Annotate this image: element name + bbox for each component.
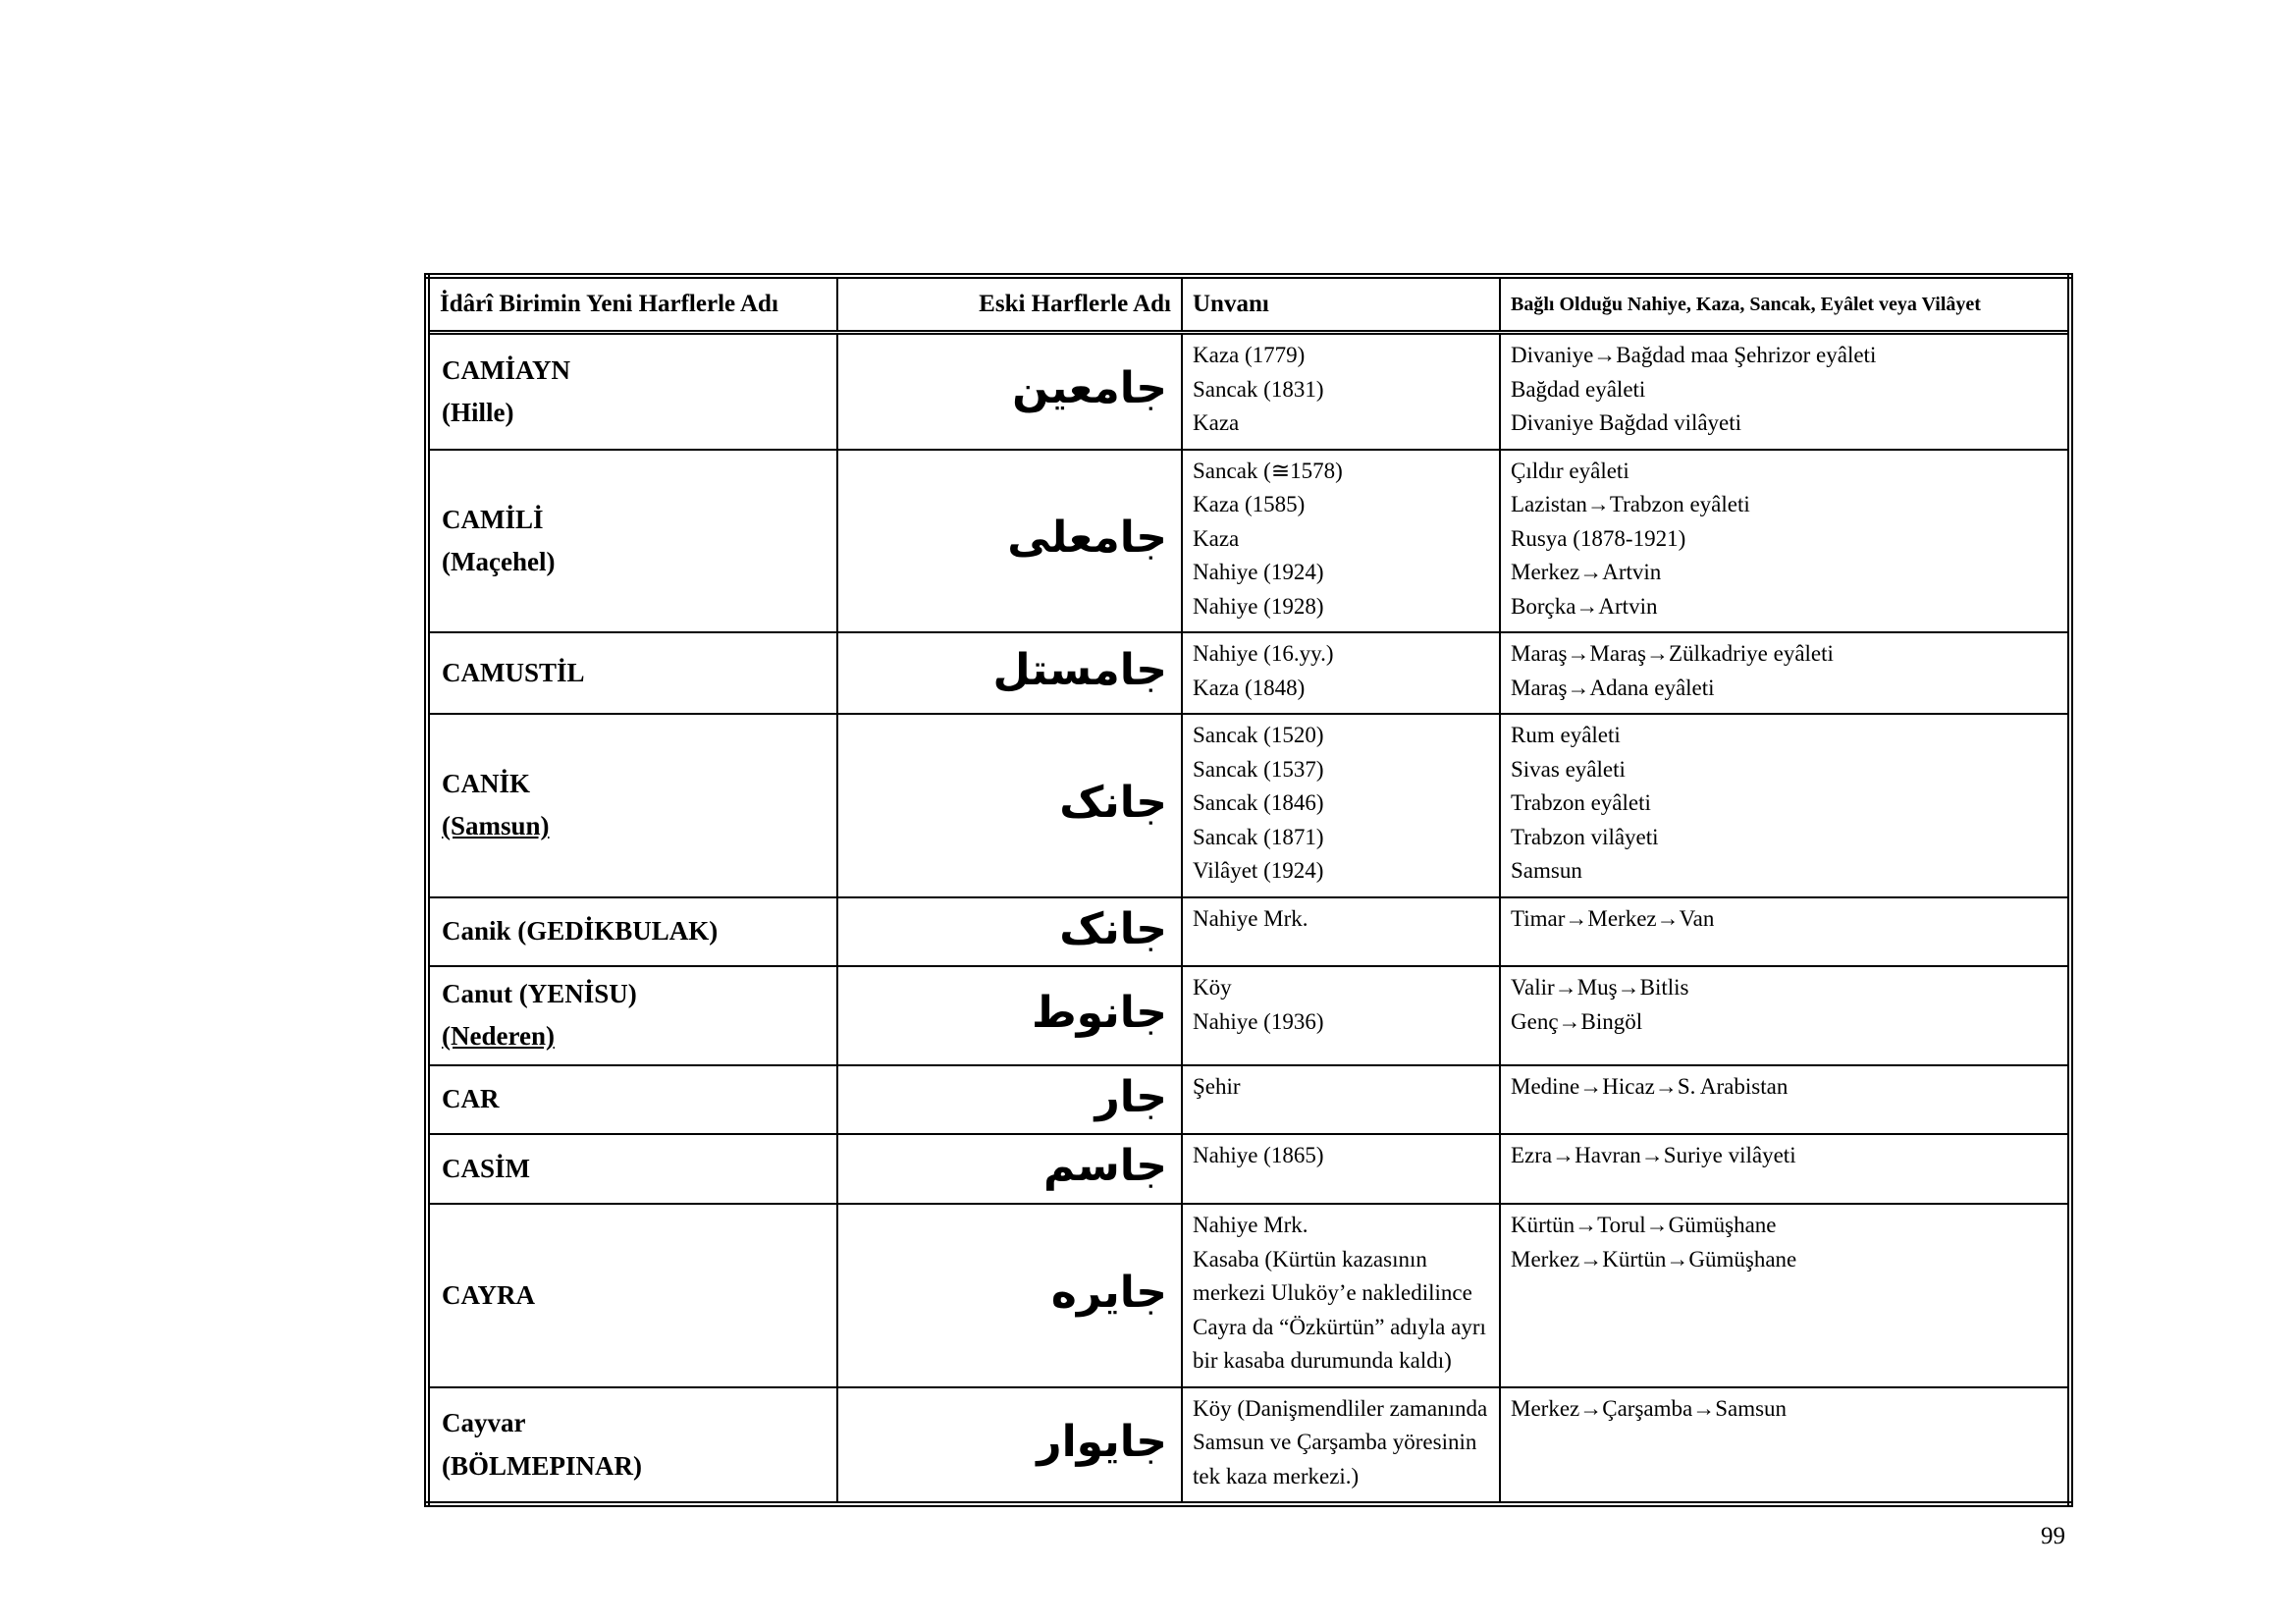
new-letters-name-cell: [427, 966, 837, 1064]
title-line: Kaza (1848): [1193, 675, 1306, 700]
old-letters-name-cell: جانک: [837, 714, 1182, 897]
old-letters-name-cell: جار: [837, 1065, 1182, 1135]
affiliation-cell: [1500, 897, 2070, 967]
table-row: [427, 897, 2070, 967]
affiliation-line: Çıldır eyâleti: [1511, 458, 1629, 483]
new-letters-name-cell: [427, 333, 837, 450]
name-line: CANİK: [442, 769, 531, 799]
old-letters-name-cell: جامستل: [837, 632, 1182, 714]
title-line: Nahiye (16.yy.): [1193, 641, 1334, 666]
affiliation-cell: [1500, 966, 2070, 1064]
affiliation-line: Divaniye→Bağdad maa Şehrizor eyâleti: [1511, 343, 1877, 367]
title-cell: [1182, 966, 1500, 1064]
title-line: Şehir: [1193, 1073, 1241, 1099]
affiliation-line: Genç→Bingöl: [1511, 1008, 1643, 1034]
affiliation-line: Divaniye Bağdad vilâyeti: [1511, 410, 1742, 435]
affiliation-line: Medine→Hicaz→S. Arabistan: [1511, 1073, 1789, 1099]
title-line: Köy: [1193, 975, 1232, 1001]
affiliation-cell: [1500, 714, 2070, 897]
name-line: Canut (YENİSU): [442, 979, 637, 1009]
name-line: (BÖLMEPINAR): [442, 1450, 642, 1481]
title-line: Nahiye (1936): [1193, 1008, 1324, 1034]
affiliation-cell: [1500, 1134, 2070, 1204]
title-line: Sancak (1871): [1193, 824, 1324, 849]
table-row: [427, 1065, 2070, 1135]
title-cell: [1182, 897, 1500, 967]
title-cell: [1182, 333, 1500, 450]
table-row: [427, 1387, 2070, 1505]
title-line: Nahiye Mrk.: [1193, 905, 1308, 931]
col-header-new-letters-name: İdârî Birimin Yeni Harflerle Adı: [427, 276, 837, 333]
name-line: CAR: [442, 1084, 500, 1114]
title-line: Köy (Danişmendliler zamanında Samsun ve Çarşamba yöresinin tek kaza merkezi.): [1193, 1395, 1488, 1489]
old-letters-name-cell: جامعين: [837, 333, 1182, 450]
title-line: Nahiye (1865): [1193, 1143, 1324, 1168]
new-letters-name-cell: [427, 897, 837, 967]
table-header: [427, 276, 2070, 333]
title-line: Sancak (1537): [1193, 756, 1324, 782]
old-letters-name-cell: جامعلى: [837, 450, 1182, 633]
affiliation-line: Merkez→Kürtün→Gümüşhane: [1511, 1246, 1797, 1272]
title-cell: [1182, 1387, 1500, 1505]
col-header-affiliation: Bağlı Olduğu Nahiye, Kaza, Sancak, Eyâlet veya Vilâyet: [1500, 276, 2070, 333]
new-letters-name-cell: [427, 632, 837, 714]
title-cell: [1182, 714, 1500, 897]
name-line: Cayvar: [442, 1408, 526, 1438]
affiliation-line: Merkez→Çarşamba→Samsun: [1511, 1395, 1788, 1421]
name-line: CAYRA: [442, 1279, 536, 1310]
affiliation-cell: [1500, 1204, 2070, 1387]
name-line: (Nederen): [442, 1021, 555, 1052]
affiliation-line: Borçka→Artvin: [1511, 593, 1658, 619]
table-row: [427, 966, 2070, 1064]
admin-units-table: [424, 273, 2073, 1507]
affiliation-line: Rum eyâleti: [1511, 723, 1621, 747]
title-line: Kaza: [1193, 525, 1240, 551]
old-letters-name-cell: جايره: [837, 1204, 1182, 1387]
title-line: Sancak (≅1578): [1193, 458, 1343, 483]
title-line: Kasaba (Kürtün kazasının merkezi Uluköy’e nakledilince Cayra da “Özkürtün” adıyla ayrı bir kasaba durumunda kaldı): [1193, 1246, 1486, 1374]
affiliation-line: Kürtün→Torul→Gümüşhane: [1511, 1213, 1777, 1238]
page-number: 99: [2041, 1523, 2065, 1550]
table-body: [427, 333, 2070, 1505]
title-line: Nahiye (1928): [1193, 593, 1324, 619]
col-header-title: Unvanı: [1182, 276, 1500, 333]
name-line: CAMUSTİL: [442, 657, 585, 687]
affiliation-line: Merkez→Artvin: [1511, 560, 1662, 584]
name-line: (Maçehel): [442, 546, 556, 576]
name-line: CAMİLİ: [442, 504, 544, 534]
old-letters-name-cell: جاسم: [837, 1134, 1182, 1204]
title-line: Nahiye Mrk.: [1193, 1213, 1308, 1238]
affiliation-cell: [1500, 1387, 2070, 1505]
affiliation-cell: [1500, 1065, 2070, 1135]
new-letters-name-cell: [427, 1387, 837, 1505]
affiliation-line: Ezra→Havran→Suriye vilâyeti: [1511, 1143, 1796, 1168]
old-letters-name-cell: جانک: [837, 897, 1182, 967]
header-row: [427, 276, 2070, 333]
col-header-old-letters-name: Eski Harflerle Adı: [837, 276, 1182, 333]
old-letters-name-cell: جايوار: [837, 1387, 1182, 1505]
table-row: [427, 450, 2070, 633]
name-line: (Hille): [442, 397, 514, 427]
affiliation-line: Bağdad eyâleti: [1511, 376, 1646, 402]
new-letters-name-cell: [427, 1134, 837, 1204]
affiliation-line: Maraş→Adana eyâleti: [1511, 675, 1715, 700]
title-cell: [1182, 450, 1500, 633]
new-letters-name-cell: [427, 1204, 837, 1387]
affiliation-line: Sivas eyâleti: [1511, 756, 1626, 782]
name-line: (Samsun): [442, 811, 550, 841]
title-line: Nahiye (1924): [1193, 560, 1324, 584]
title-cell: [1182, 1065, 1500, 1135]
table-row: [427, 714, 2070, 897]
title-line: Kaza: [1193, 410, 1240, 435]
affiliation-cell: [1500, 450, 2070, 633]
affiliation-cell: [1500, 333, 2070, 450]
affiliation-line: Trabzon vilâyeti: [1511, 824, 1659, 849]
new-letters-name-cell: [427, 714, 837, 897]
affiliation-line: Rusya (1878-1921): [1511, 525, 1686, 551]
affiliation-line: Timar→Merkez→Van: [1511, 905, 1715, 931]
title-cell: [1182, 1134, 1500, 1204]
affiliation-line: Maraş→Maraş→Zülkadriye eyâleti: [1511, 641, 1834, 666]
old-letters-name-cell: جانوط: [837, 966, 1182, 1064]
title-line: Sancak (1520): [1193, 723, 1324, 747]
affiliation-line: Lazistan→Trabzon eyâleti: [1511, 492, 1750, 516]
document-page: [424, 273, 2067, 1550]
affiliation-line: Samsun: [1511, 858, 1582, 883]
table-row: [427, 1134, 2070, 1204]
title-line: Kaza (1779): [1193, 343, 1306, 367]
table-row: [427, 333, 2070, 450]
table-row: [427, 632, 2070, 714]
name-line: Canik (GEDİKBULAK): [442, 916, 719, 947]
title-line: Vilâyet (1924): [1193, 858, 1324, 883]
title-cell: [1182, 1204, 1500, 1387]
affiliation-cell: [1500, 632, 2070, 714]
new-letters-name-cell: [427, 1065, 837, 1135]
name-line: CASİM: [442, 1154, 531, 1184]
title-line: Sancak (1846): [1193, 790, 1324, 815]
affiliation-line: Trabzon eyâleti: [1511, 790, 1651, 815]
affiliation-line: Valir→Muş→Bitlis: [1511, 975, 1689, 1001]
title-line: Kaza (1585): [1193, 492, 1306, 516]
title-line: Sancak (1831): [1193, 376, 1324, 402]
new-letters-name-cell: [427, 450, 837, 633]
table-row: [427, 1204, 2070, 1387]
name-line: CAMİAYN: [442, 354, 571, 385]
title-cell: [1182, 632, 1500, 714]
